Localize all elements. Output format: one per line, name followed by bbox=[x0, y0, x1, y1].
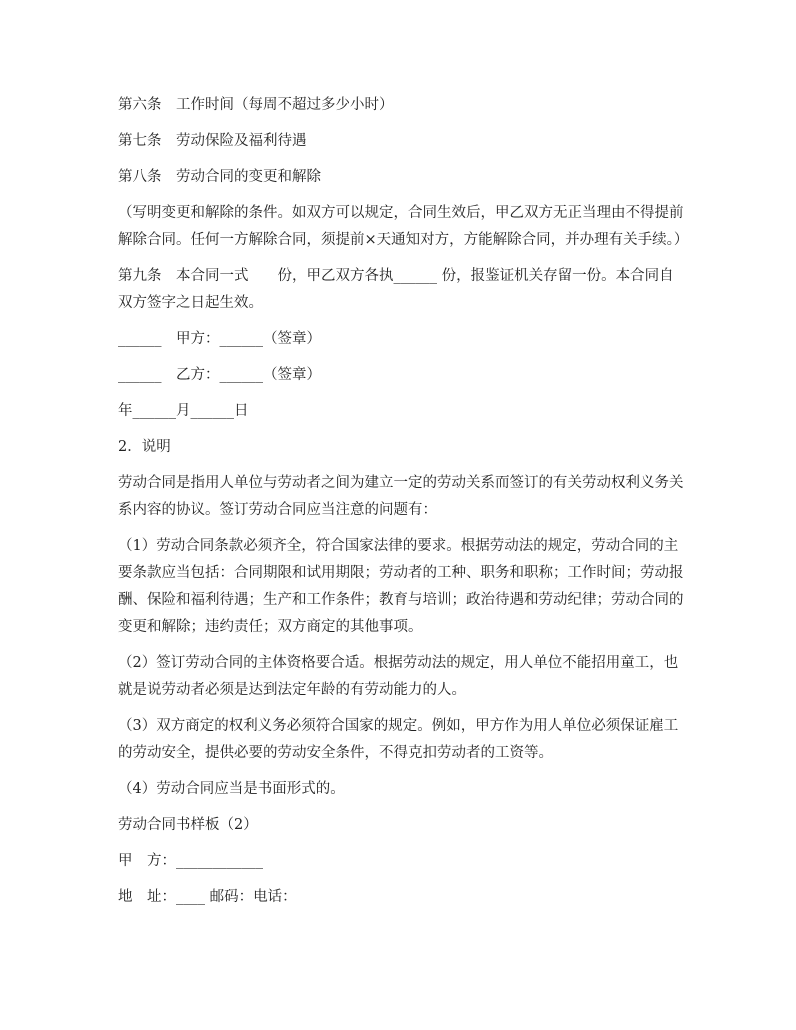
party-a-field: 甲 方：____________ bbox=[118, 853, 263, 869]
document-page bbox=[118, 92, 689, 911]
address-field: 地 址：____ 邮码：电话： bbox=[118, 889, 297, 905]
template-title: 劳动合同书样板（2） bbox=[118, 817, 258, 833]
section-heading-explanation: 2．说明 bbox=[118, 439, 171, 455]
explanation-point-4: （4）劳动合同应当是书面形式的。 bbox=[118, 781, 345, 797]
party-a-signature-line: ______ 甲方：______（签章） bbox=[118, 331, 321, 347]
article-8-note: （写明变更和解除的条件。如双方可以规定，合同生效后，甲乙双方无正当理由不得提前解除合同。任何一方解除合同，须提前×天通知对方，方能解除合同，并办理有关手续。） bbox=[118, 205, 689, 248]
explanation-intro: 劳动合同是指用人单位与劳动者之间为建立一定的劳动关系而签订的有关劳动权利义务关系内容的协议。签订劳动合同应当注意的问题有： bbox=[118, 475, 684, 518]
party-b-signature-line: ______ 乙方：______（签章） bbox=[118, 367, 321, 383]
explanation-point-1: （1）劳动合同条款必须齐全，符合国家法律的要求。根据劳动法的规定，劳动合同的主要条款应当包括：合同期限和试用期限；劳动者的工种、职务和职称；工作时间；劳动报酬、保险和福利待遇；生产和工作条件；教育与培训；政治待遇和劳动纪律；劳动合同的变更和解除；违约责任；双方商定的其他事项。 bbox=[118, 538, 684, 635]
article-9-text: 第九条 本合同一式 份，甲乙双方各执______ 份，报鉴证机关存留一份。本合同自双方签字之日起生效。 bbox=[118, 268, 674, 311]
article-8-heading: 第八条 劳动合同的变更和解除 bbox=[118, 169, 321, 185]
article-6-heading: 第六条 工作时间（每周不超过多少小时） bbox=[118, 97, 394, 113]
date-line: 年______月______日 bbox=[118, 403, 249, 419]
explanation-point-3: （3）双方商定的权利义务必须符合国家的规定。例如，甲方作为用人单位必须保证雇工的劳动安全，提供必要的劳动安全条件，不得克扣劳动者的工资等。 bbox=[118, 718, 679, 761]
article-7-heading: 第七条 劳动保险及福利待遇 bbox=[118, 133, 307, 149]
explanation-point-2: （2）签订劳动合同的主体资格要合适。根据劳动法的规定，用人单位不能招用童工，也就是说劳动者必须是达到法定年龄的有劳动能力的人。 bbox=[118, 655, 679, 698]
